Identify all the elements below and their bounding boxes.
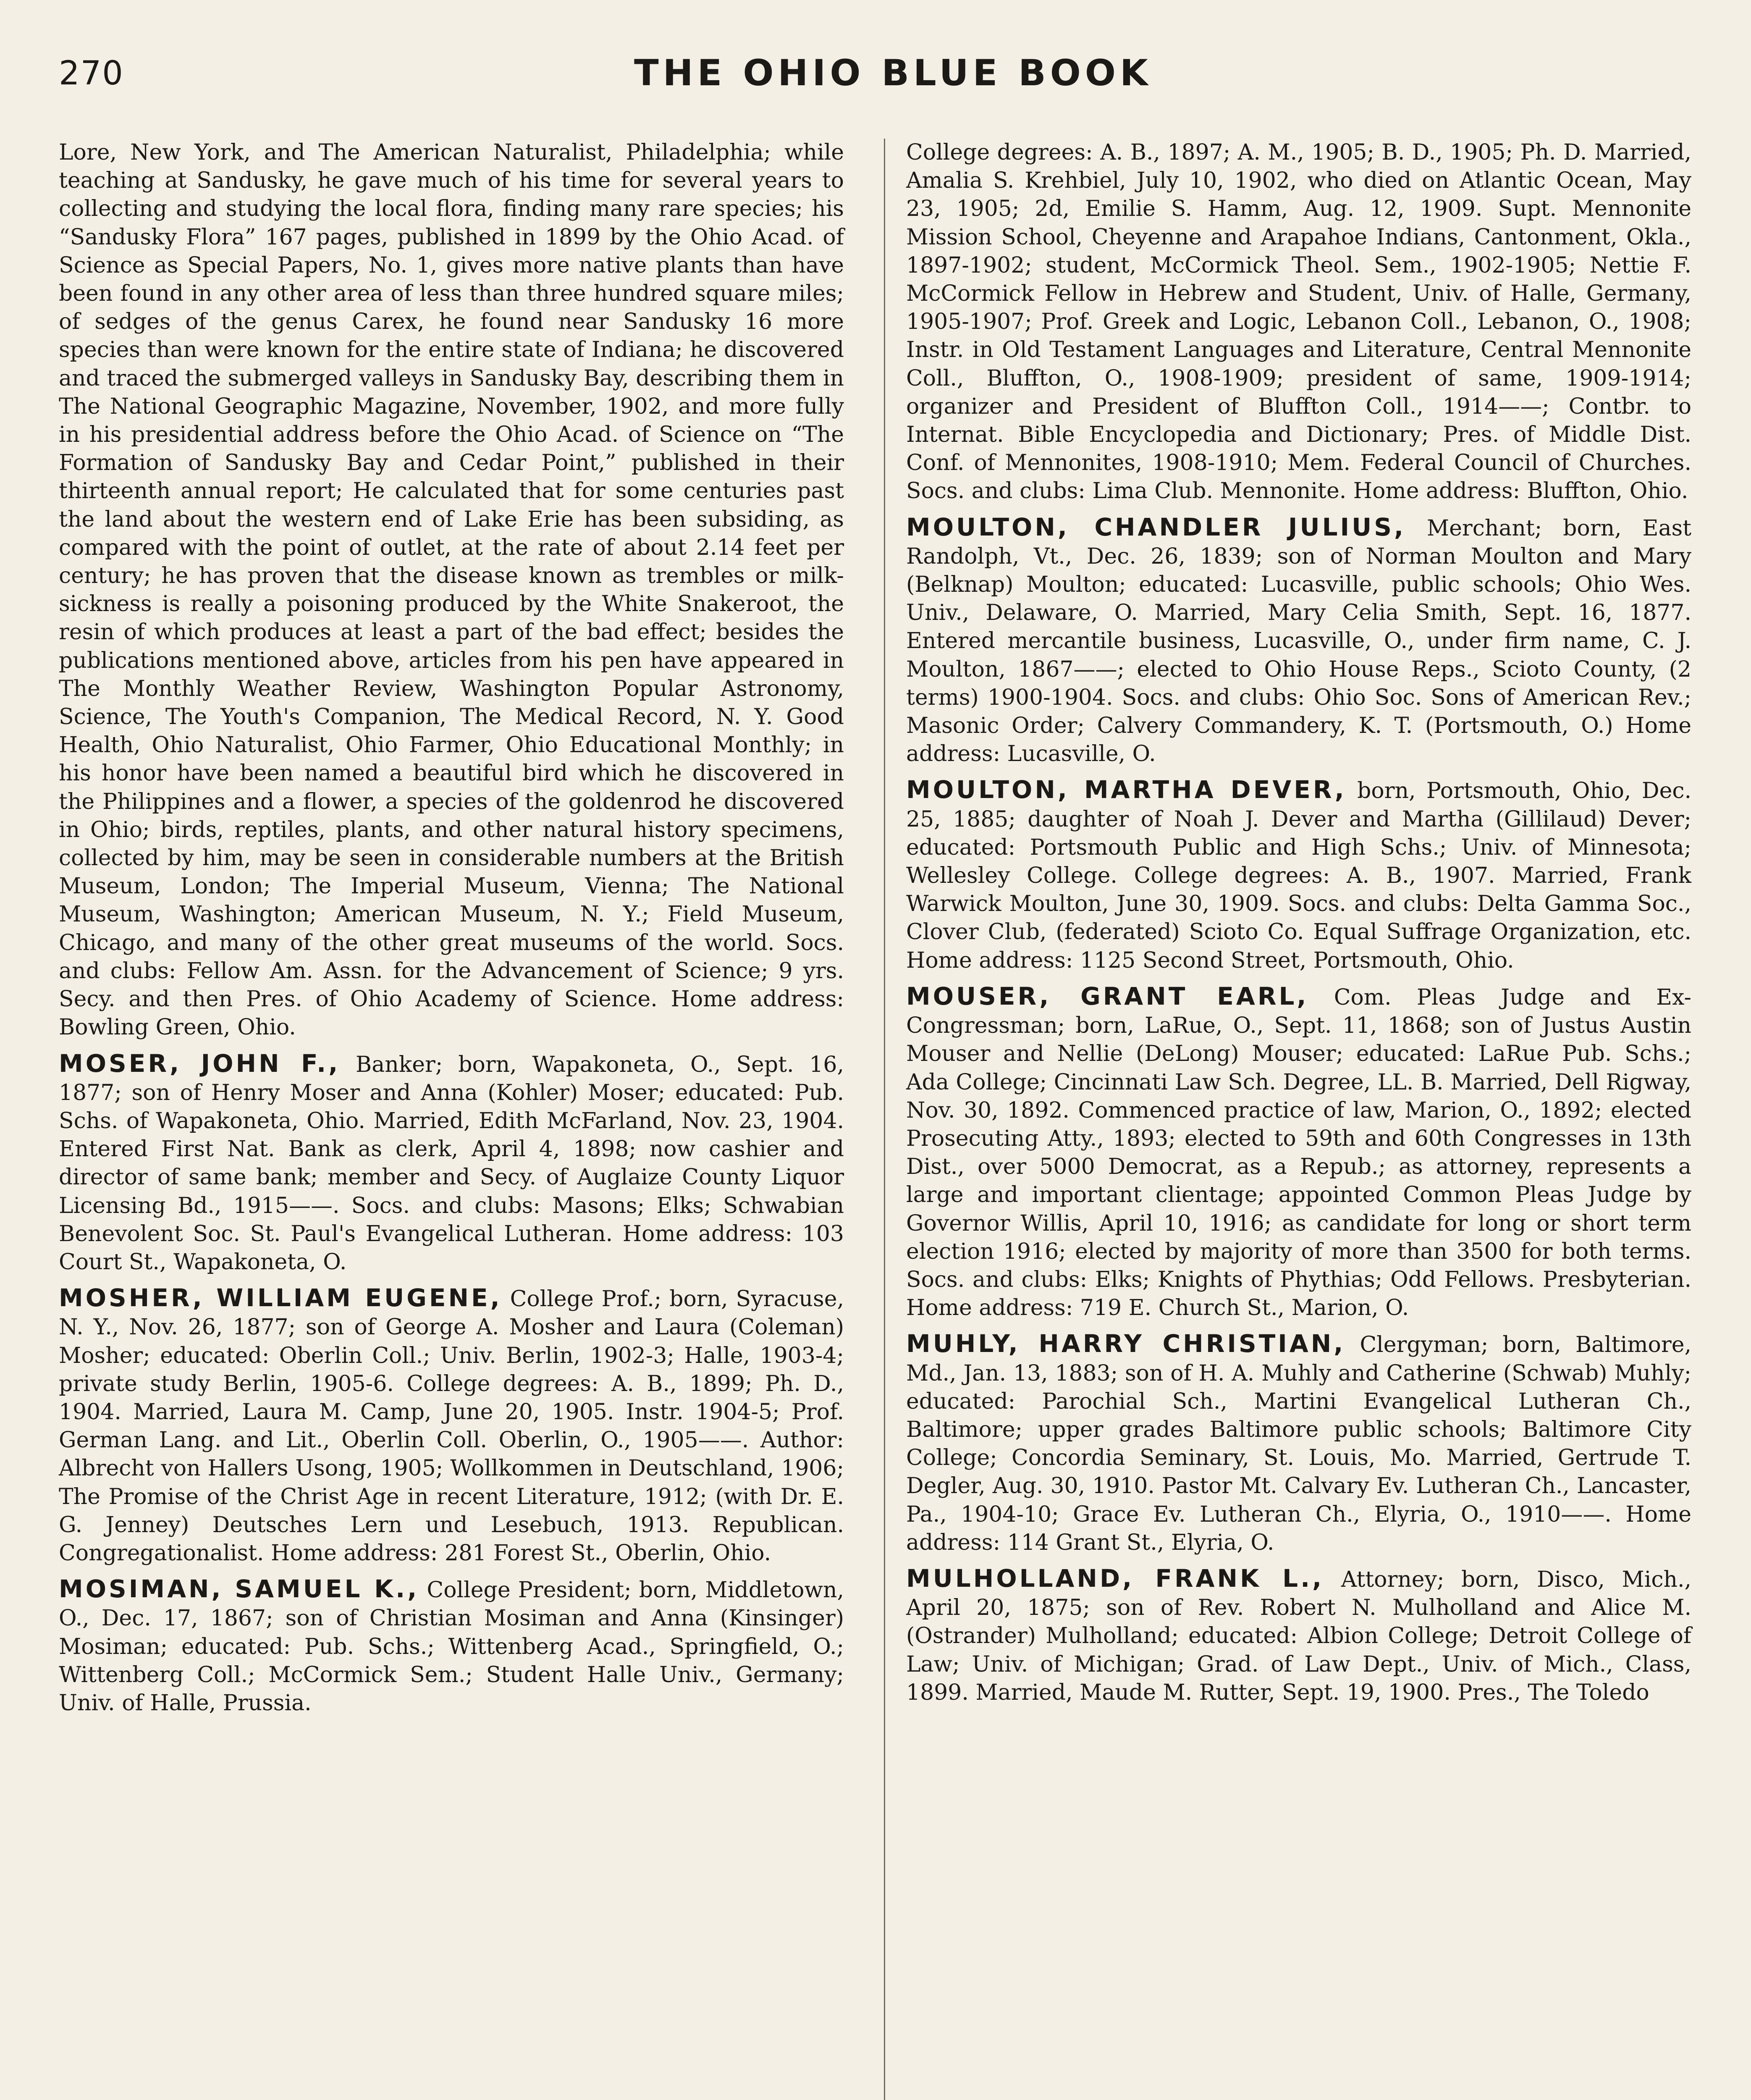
bio-entry bbox=[59, 1575, 844, 1717]
page-header bbox=[55, 46, 1692, 109]
bio-entry bbox=[59, 1050, 844, 1277]
continuation-body: Lore, New York, and The American Naturalist, Philadelphia; while teaching at Sandusky, he gave much of his time for several years to collecting and studying the local flora, finding many rare species; his “Sandusky Flora” 167 pages, published in 1899 by the Ohio Acad. of Science as Special Papers, No. 1, gives more native plants than have been found in any other area of less than three hundred square miles; of sedges of the genus Carex, he found near Sandusky 16 more species than were known for the entire state of Indiana; he discovered and traced the submerged valleys in Sandusky Bay, describing them in The National Geographic Magazine, November, 1902, and more fully in his presidential address before the Ohio Acad. of Science on “The Formation of Sandusky Bay and Cedar Point,” published in their thirteenth annual report; He calculated that for some centuries past the land about the western end of Lake Erie has been subsiding, as compared with the point of outlet, at the rate of about 2.14 feet per century; he has proven that the disease known as trembles or milk-sickness is really a poisoning produced by the White Snakeroot, the resin of which produces at least a part of the bad effect; besides the publications mentioned above, articles from his pen have appeared in The Monthly Weather Review, Washington Popular Astronomy, Science, The Youth's Companion, The Medical Record, N. Y. Good Health, Ohio Naturalist, Ohio Farmer, Ohio Educational Monthly; in his honor have been named a beautiful bird which he discovered in the Philippines and a flower, a species of the goldenrod he discovered in Ohio; birds, reptiles, plants, and other natural history specimens, collected by him, may be seen in considerable numbers at the British Museum, London; The Imperial Museum, Vienna; The National Museum, Washington; American Museum, N. Y.; Field Museum, Chicago, and many of the other great museums of the world. Socs. and clubs: Fellow Am. Assn. for the Advancement of Science; 9 yrs. Secy. and then Pres. of Ohio Academy of Science. Home address: Bowling Green, Ohio. bbox=[59, 140, 844, 1040]
entry-text: College Prof.; born, Syracuse, N. Y., Nov. 26, 1877; son of George A. Mosher and Laura (Coleman) Mosher; educated: Oberlin Coll.; Univ. Berlin, 1902-3; Halle, 1903-4; private study Berlin, 1905-6. College degrees: A. B., 1899; Ph. D., 1904. Married, Laura M. Camp, June 20, 1905. Instr. 1904-5; Prof. German Lang. and Lit., Oberlin Coll. Oberlin, O., 1905——. Author: Albrecht von Hallers Usong, 1905; Wollkommen in Deutschland, 1906; The Promise of the Christ Age in recent Literature, 1912; (with Dr. E. G. Jenney) Deutsches Lern und Lesebuch, 1913. Republican. Congregationalist. Home address: 281 Forest St., Oberlin, Ohio. bbox=[59, 1286, 844, 1566]
bio-entry bbox=[906, 776, 1691, 974]
entry-name: MOSER, JOHN F., bbox=[59, 1049, 341, 1078]
running-head: THE OHIO BLUE BOOK bbox=[634, 52, 1152, 94]
entry-text: born, Portsmouth, Ohio, Dec. 25, 1885; daughter of Noah J. Dever and Martha (Gillilaud) Dever; educated: Portsmouth Public and High Schs.; Univ. of Minnesota; Wellesley College. College degrees: A. B., 1907. Married, Frank Warwick Moulton, June 30, 1909. Socs. and clubs: Delta Gamma Soc., Clover Club, (federated) Scioto Co. Equal Suffrage Organization, etc. Home address: 1125 Second Street, Portsmouth, Ohio. bbox=[906, 778, 1691, 973]
entry-name: MUHLY, HARRY CHRISTIAN, bbox=[906, 1329, 1346, 1358]
bio-entry bbox=[906, 982, 1691, 1322]
entry-name: MOSHER, WILLIAM EUGENE, bbox=[59, 1284, 502, 1312]
right-column bbox=[906, 139, 1691, 1707]
continuation-text bbox=[59, 139, 844, 1042]
entry-text: College President; born, Middletown, O., Dec. 17, 1867; son of Christian Mosiman and Anna (Kinsinger) Mosiman; educated: Pub. Schs.; Wittenberg Acad., Springfield, O.; Wittenberg Coll.; McCormick Sem.; Student Halle Univ., Germany; Univ. of Halle, Prussia. bbox=[59, 1578, 844, 1716]
column-divider bbox=[884, 139, 885, 2100]
bio-entry bbox=[906, 1564, 1691, 1707]
page-number: 270 bbox=[59, 55, 124, 92]
entry-name: MULHOLLAND, FRANK L., bbox=[906, 1564, 1324, 1593]
entry-name: MOUSER, GRANT EARL, bbox=[906, 982, 1309, 1011]
entry-name: MOSIMAN, SAMUEL K., bbox=[59, 1575, 419, 1604]
continuation-body: College degrees: A. B., 1897; A. M., 1905; B. D., 1905; Ph. D. Married, Amalia S. Krehbiel, July 10, 1902, who died on Atlantic Ocean, May 23, 1905; 2d, Emilie S. Hamm, Aug. 12, 1909. Supt. Mennonite Mission School, Cheyenne and Arapahoe Indians, Cantonment, Okla., 1897-1902; student, McCormick Theol. Sem., 1902-1905; Nettie F. McCormick Fellow in Hebrew and Student, Univ. of Halle, Germany, 1905-1907; Prof. Greek and Logic, Lebanon Coll., Lebanon, O., 1908; Instr. in Old Testament Languages and Literature, Central Mennonite Coll., Bluffton, O., 1908-1909; president of same, 1909-1914; organizer and President of Bluffton Coll., 1914——; Contbr. to Internat. Bible Encyclopedia and Dictionary; Pres. of Middle Dist. Conf. of Mennonites, 1908-1910; Mem. Federal Council of Churches. Socs. and clubs: Lima Club. Mennonite. Home address: Bluffton, Ohio. bbox=[906, 140, 1691, 504]
entry-name: MOULTON, MARTHA DEVER, bbox=[906, 775, 1347, 804]
entry-text: Attorney; born, Disco, Mich., April 20, 1875; son of Rev. Robert N. Mulholland and Alice M. (Ostrander) Mulholland; educated: Albion College; Detroit College of Law; Univ. of Michigan; Grad. of Law Dept., Univ. of Mich., Class, 1899. Married, Maude M. Rutter, Sept. 19, 1900. Pres., The Toledo bbox=[906, 1567, 1692, 1705]
entry-text: Banker; born, Wapakoneta, O., Sept. 16, 1877; son of Henry Moser and Anna (Kohler) Moser; educated: Pub. Schs. of Wapakoneta, Ohio. Married, Edith McFarland, Nov. 23, 1904. Entered First Nat. Bank as clerk, April 4, 1898; now cashier and director of same bank; member and Secy. of Auglaize County Liquor Licensing Bd., 1915——. Socs. and clubs: Masons; Elks; Schwabian Benevolent Soc. St. Paul's Evangelical Lutheran. Home address: 103 Court St., Wapakoneta, O. bbox=[59, 1052, 844, 1275]
bio-entry bbox=[59, 1284, 844, 1567]
left-column bbox=[59, 139, 844, 1717]
entry-name: MOULTON, CHANDLER JULIUS, bbox=[906, 512, 1406, 541]
entry-text: Merchant; born, East Randolph, Vt., Dec. 26, 1839; son of Norman Moulton and Mary (Belknap) Moulton; educated: Lucasville, public schools; Ohio Wes. Univ., Delaware, O. Married, Mary Celia Smith, Sept. 16, 1877. Entered mercantile business, Lucasville, O., under firm name, C. J. Moulton, 1867——; elected to Ohio House Reps., Scioto County, (2 terms) 1900-1904. Socs. and clubs: Ohio Soc. Sons of American Rev.; Masonic Order; Calvery Commandery, K. T. (Portsmouth, O.) Home address: Lucasville, O. bbox=[906, 515, 1692, 767]
entry-text: Clergyman; born, Baltimore, Md., Jan. 13, 1883; son of H. A. Muhly and Catherine (Schwab) Muhly; educated: Parochial Sch., Martini Evangelical Lutheran Ch., Baltimore; upper grades Baltimore public schools; Baltimore City College; Concordia Seminary, St. Louis, Mo. Married, Gertrude T. Degler, Aug. 30, 1910. Pastor Mt. Calvary Ev. Lutheran Ch., Lancaster, Pa., 1904-10; Grace Ev. Lutheran Ch., Elyria, O., 1910——. Home address: 114 Grant St., Elyria, O. bbox=[906, 1332, 1691, 1555]
entry-text: Com. Pleas Judge and Ex-Congressman; born, LaRue, O., Sept. 11, 1868; son of Justus Austin Mouser and Nellie (DeLong) Mouser; educated: LaRue Pub. Schs.; Ada College; Cincinnati Law Sch. Degree, LL. B. Married, Dell Rigway, Nov. 30, 1892. Commenced practice of law, Marion, O., 1892; elected Prosecuting Atty., 1893; elected to 59th and 60th Congresses in 13th Dist., over 5000 Democrat, as a Repub.; as attorney, represents a large and important clientage; appointed Common Pleas Judge by Governor Willis, April 10, 1916; as candidate for long or short term election 1916; elected by majority of more than 3500 for both terms. Socs. and clubs: Elks; Knights of Phythias; Odd Fellows. Presbyterian. Home address: 719 E. Church St., Marion, O. bbox=[906, 984, 1691, 1321]
bio-entry bbox=[906, 1330, 1691, 1557]
continuation-text bbox=[906, 139, 1691, 506]
bio-entry bbox=[906, 513, 1691, 769]
